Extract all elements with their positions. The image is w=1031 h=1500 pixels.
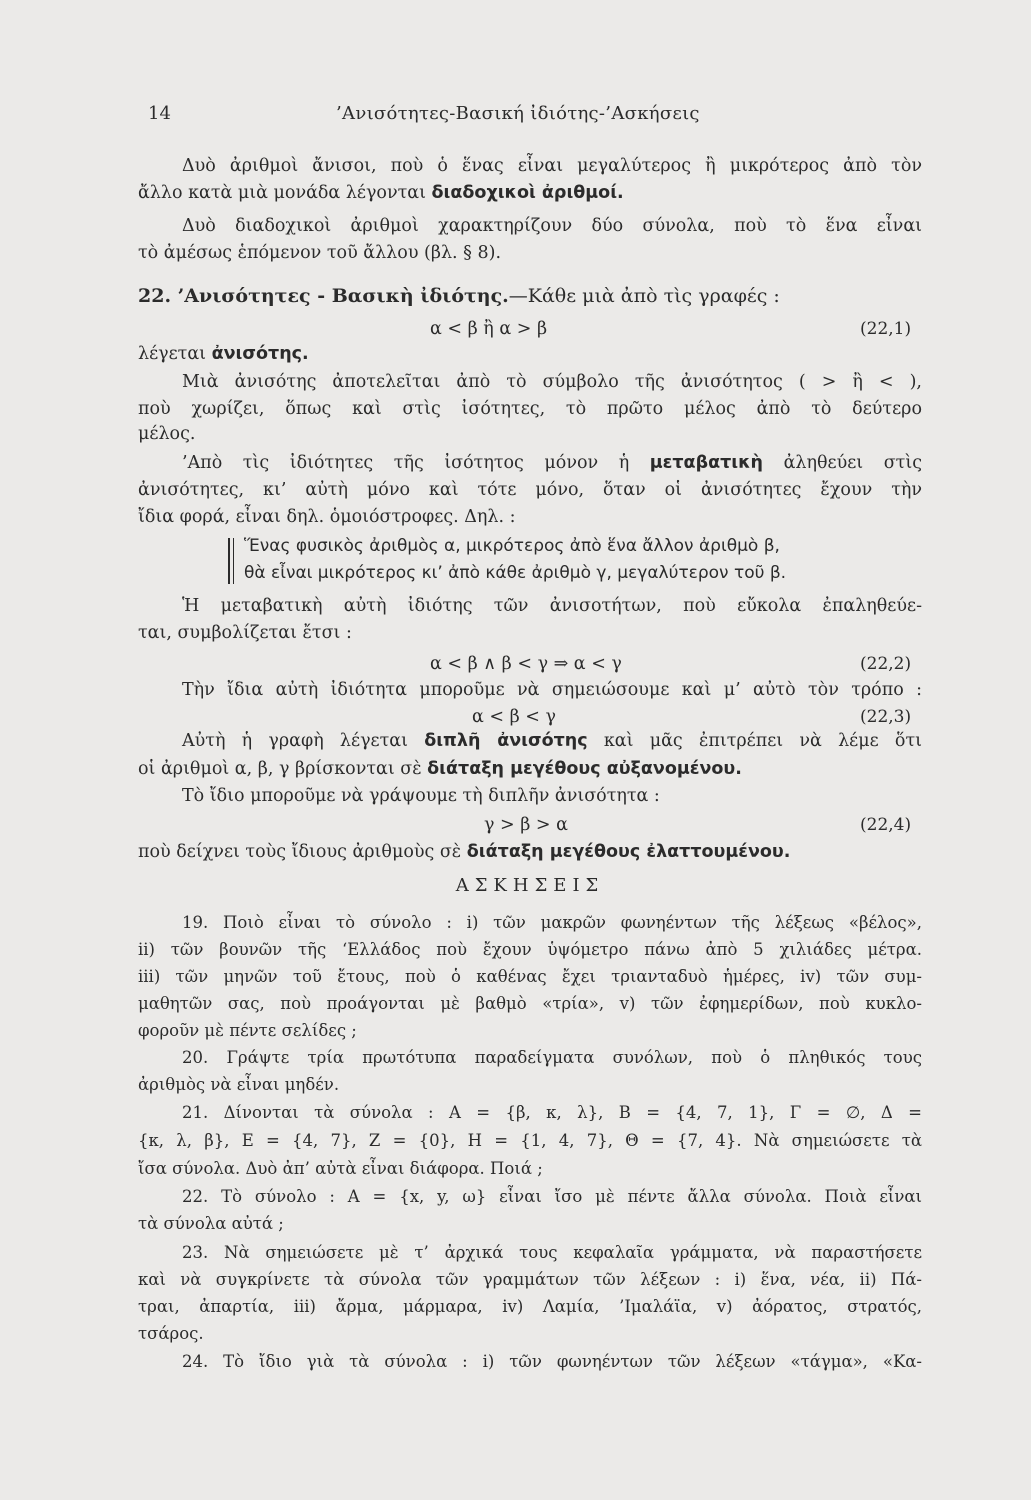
exercise-20-line-1: 20. Γράψτε τρία πρωτότυπα παραδείγματα συνόλων, ποὺ ὁ πληθικός τους — [182, 1048, 922, 1067]
para-4-line-1: Τὴν ἴδια αὐτὴ ἰδιότητα μποροῦμε νὰ σημειώσουμε καὶ μ’ αὐτὸ τὸν τρόπο : — [182, 680, 922, 700]
exercise-19-line-3: iii) τῶν μηνῶν τοῦ ἔτους, ποὺ ὁ καθένας ἔχει τριανταδυὸ ἡμέρες, iv) τῶν συμ- — [138, 967, 922, 986]
term-successive-numbers: διαδοχικοὶ ἀριθμοί. — [431, 183, 624, 203]
box-rule-right — [233, 538, 234, 584]
line-called-inequality: λέγεται ἀνισότης. — [138, 344, 309, 364]
exercise-23-line-1: 23. Νὰ σημειώσετε μὲ τ’ ἀρχικά τους κεφαλαῖα γράμματα, νὰ παραστήσετε — [182, 1243, 922, 1262]
term-inequality: ἀνισότης. — [211, 344, 309, 364]
exercise-21-line-1: 21. Δίνονται τὰ σύνολα : Α = {β, κ, λ}, Β = {4, 7, 1}, Γ = ∅, Δ = — [182, 1103, 922, 1122]
exercise-19-line-2: ii) τῶν βουνῶν τῆς ‘Ελλάδος ποὺ ἔχουν ὑψόμετρο πάνω ἀπὸ 5 χιλιάδες μέτρα. — [138, 940, 922, 959]
section-22-heading: 22. ’Ανισότητες - Βασικὴ ἰδιότης.—Κάθε μιὰ ἀπὸ τὶς γραφές : — [138, 285, 780, 307]
running-header: ’Ανισότητες-Βασική ἰδιότης-’Ασκήσεις — [336, 103, 700, 124]
exercise-24-line-1: 24. Τὸ ἴδιο γιὰ τὰ σύνολα : i) τῶν φωνηέντων τῶν λέξεων «τάγμα», «Κα- — [182, 1352, 922, 1371]
para-1-line-3: μέλος. — [138, 424, 196, 444]
exercise-23-line-2: καὶ νὰ συγκρίνετε τὰ σύνολα τῶν γραμμάτων τῶν λέξεων : i) ἕνα, νέα, ii) Πά- — [138, 1270, 922, 1289]
formula-22-2: α < β ∧ β < γ ⇒ α < γ — [430, 654, 622, 674]
formula-22-3: α < β < γ — [472, 707, 556, 727]
exercise-19-line-1: 19. Ποιὸ εἶναι τὸ σύνολο : i) τῶν μακρῶν φωνηέντων τῆς λέξεως «βέλος», — [182, 913, 922, 932]
exercise-22-line-2: τὰ σύνολα αὐτά ; — [138, 1214, 284, 1233]
section-title: 22. ’Ανισότητες - Βασικὴ ἰδιότης. — [138, 285, 509, 307]
exercise-23-line-3: τραι, ἀπαρτία, iii) ἄρμα, μάρμαρα, iv) Λαμία, ’Ιμαλάϊα, v) ἀόρατος, στρατός, — [138, 1297, 922, 1316]
equation-number-22-3: (22,3) — [860, 707, 912, 727]
intro-line-3: Δυὸ διαδοχικοὶ ἀριθμοὶ χαρακτηρίζουν δύο σύνολα, ποὺ τὸ ἕνα εἶναι — [182, 216, 922, 236]
page-number: 14 — [148, 103, 171, 124]
intro-line-2: ἄλλο κατὰ μιὰ μονάδα λέγονται διαδοχικοὶ ἀριθμοί. — [138, 183, 624, 203]
para-3-line-2: ται, συμβολίζεται ἔτσι : — [138, 623, 352, 643]
para-6-line-1: Τὸ ἴδιο μποροῦμε νὰ γράψουμε τὴ διπλῆν ἀνισότητα : — [182, 786, 660, 806]
para-2-line-3: ἴδια φορά, εἶναι δηλ. ὁμοιόστροφες. Δηλ. : — [138, 507, 516, 527]
term-increasing-order: διάταξη μεγέθους αὐξανομένου. — [427, 759, 742, 779]
para-2-line-1: ’Απὸ τὶς ἰδιότητες τῆς ἰσότητος μόνον ἡ μεταβατικὴ ἀληθεύει στὶς — [182, 453, 922, 473]
term-transitive: μεταβατικὴ — [649, 453, 764, 473]
term-decreasing-order: διάταξη μεγέθους ἐλαττουμένου. — [466, 842, 791, 862]
box-rule-left — [228, 538, 230, 584]
formula-22-4: γ > β > α — [484, 815, 568, 835]
term-double-inequality: διπλῆ ἀνισότης — [424, 731, 588, 751]
exercise-19-line-5: φοροῦν μὲ πέντε σελίδες ; — [138, 1021, 357, 1040]
intro-line-1: Δυὸ ἀριθμοὶ ἄνισοι, ποὺ ὁ ἕνας εἶναι μεγαλύτερος ἢ μικρότερος ἀπὸ τὸν — [182, 156, 922, 176]
exercise-21-line-2: {κ, λ, β}, Ε = {4, 7}, Ζ = {0}, Η = {1, 4, 7}, Θ = {7, 4}. Νὰ σημειώσετε τὰ — [138, 1131, 922, 1150]
intro-line-4: τὸ ἀμέσως ἑπόμενον τοῦ ἄλλου (βλ. § 8). — [138, 243, 502, 263]
exercise-22-line-1: 22. Τὸ σύνολο : Α = {x, y, ω} εἶναι ἴσο μὲ πέντε ἄλλα σύνολα. Ποιὰ εἶναι — [182, 1187, 922, 1206]
equation-number-22-1: (22,1) — [860, 319, 912, 339]
para-1-line-1: Μιὰ ἀνισότης ἀποτελεῖται ἀπὸ τὸ σύμβολο τῆς ἀνισότητος ( > ἢ < ), — [182, 372, 922, 392]
para-5-line-2: οἱ ἀριθμοὶ α, β, γ βρίσκονται σὲ διάταξη μεγέθους αὐξανομένου. — [138, 759, 742, 779]
exercise-23-line-4: τσάρος. — [138, 1324, 204, 1343]
para-1-line-2: ποὺ χωρίζει, ὅπως καὶ στὶς ἰσότητες, τὸ πρῶτο μέλος ἀπὸ τὸ δεύτερο — [138, 399, 922, 419]
exercise-19-line-4: μαθητῶν σας, ποὺ προάγονται μὲ βαθμὸ «τρία», v) τῶν ἐφημερίδων, ποὺ κυκλο- — [138, 994, 922, 1013]
exercises-title: ΑΣΚΗΣΕΙΣ — [455, 875, 605, 896]
para-5-line-1: Αὐτὴ ἡ γραφὴ λέγεται διπλῆ ἀνισότης καὶ μᾶς ἐπιτρέπει νὰ λέμε ὅτι — [182, 731, 922, 751]
rule-statement-line-1: Ἕνας φυσικὸς ἀριθμὸς α, μικρότερος ἀπὸ ἕνα ἄλλον ἀριθμὸ β, — [244, 536, 780, 556]
formula-22-1: α < β ἢ α > β — [430, 319, 548, 339]
rule-statement-line-2: θὰ εἶναι μικρότερος κι’ ἀπὸ κάθε ἀριθμὸ γ, μεγαλύτερον τοῦ β. — [244, 563, 787, 583]
para-7-line-1: ποὺ δείχνει τοὺς ἴδιους ἀριθμοὺς σὲ διάταξη μεγέθους ἐλαττουμένου. — [138, 842, 791, 862]
equation-number-22-4: (22,4) — [860, 815, 912, 835]
para-2-line-2: ἀνισότητες, κι’ αὐτὴ μόνο καὶ τότε μόνο, ὅταν οἱ ἀνισότητες ἔχουν τὴν — [138, 480, 922, 500]
para-3-line-1: Ἡ μεταβατικὴ αὐτὴ ἰδιότης τῶν ἀνισοτήτων, ποὺ εὔκολα ἐπαληθεύε- — [182, 596, 922, 616]
exercise-20-line-2: ἀριθμὸς νὰ εἶναι μηδέν. — [138, 1075, 340, 1094]
exercise-21-line-3: ἴσα σύνολα. Δυὸ ἀπ’ αὐτὰ εἶναι διάφορα. Ποιά ; — [138, 1159, 543, 1178]
equation-number-22-2: (22,2) — [860, 654, 912, 674]
